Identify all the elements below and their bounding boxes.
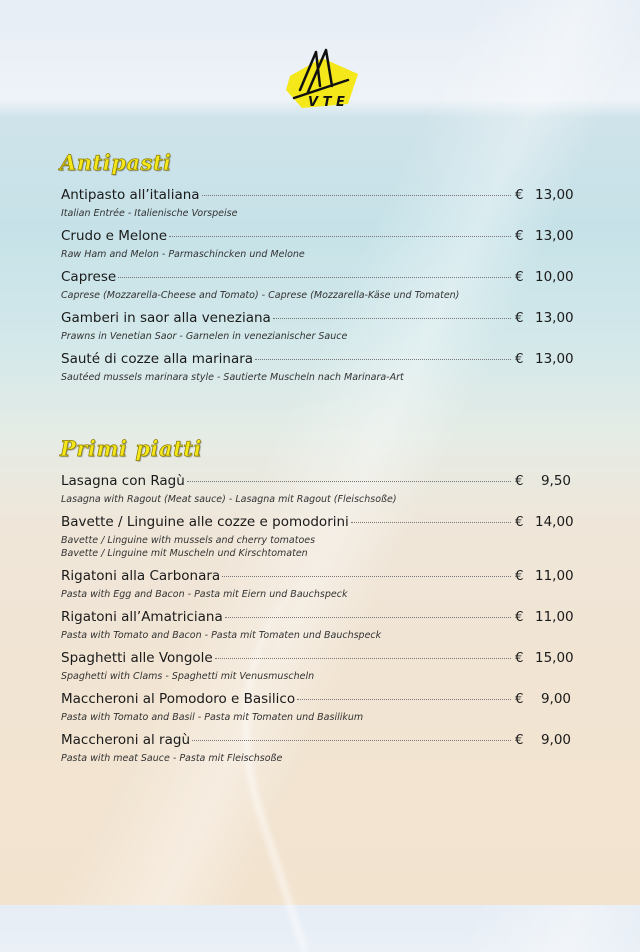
dish-name: Maccheroni al ragù xyxy=(61,732,191,748)
dish-price: 13,00 xyxy=(535,310,574,326)
menu-item-row xyxy=(61,650,574,670)
menu-item xyxy=(61,269,574,302)
dish-price: 13,00 xyxy=(535,228,574,244)
currency-symbol: € xyxy=(515,228,524,244)
dish-name: Crudo e Melone xyxy=(61,228,168,244)
dish-price: 13,00 xyxy=(535,351,574,367)
dot-leader xyxy=(187,481,511,482)
menu-item-row xyxy=(61,228,574,248)
currency-symbol: € xyxy=(515,473,524,489)
menu-item-row xyxy=(61,187,574,207)
section-title-antipasti: Antipasti xyxy=(60,150,172,175)
dish-price: 10,00 xyxy=(535,269,574,285)
dish-price: 14,00 xyxy=(535,514,574,530)
menu-item xyxy=(61,473,571,506)
dot-leader xyxy=(255,359,511,360)
section-title-primi-piatti: Primi piatti xyxy=(60,436,202,461)
currency-symbol: € xyxy=(515,691,524,707)
dish-name: Sauté di cozze alla marinara xyxy=(61,351,254,367)
menu-item-row xyxy=(61,568,574,588)
dish-name: Caprese xyxy=(61,269,117,285)
dish-description: Pasta with Egg and Bacon - Pasta mit Eiern und Bauchspeck xyxy=(61,589,348,600)
menu-item xyxy=(61,691,571,724)
dish-name: Gamberi in saor alla veneziana xyxy=(61,310,271,326)
dish-name: Bavette / Linguine alle cozze e pomodorini xyxy=(61,514,349,530)
menu-item xyxy=(61,228,574,261)
menu-item-row xyxy=(61,691,571,711)
currency-symbol: € xyxy=(515,351,524,367)
dish-name: Spaghetti alle Vongole xyxy=(61,650,213,666)
currency-symbol: € xyxy=(515,269,524,285)
dish-price: 9,00 xyxy=(540,691,571,707)
restaurant-logo xyxy=(282,46,362,112)
currency-symbol: € xyxy=(515,568,524,584)
dish-description: Raw Ham and Melon - Parmaschincken und Melone xyxy=(61,249,305,260)
dish-price: 9,50 xyxy=(540,473,571,489)
menu-item xyxy=(61,650,574,683)
dish-price: 11,00 xyxy=(535,609,574,625)
dish-description: Sautéed mussels marinara style - Sautierte Muscheln nach Marinara-Art xyxy=(61,372,404,383)
menu-item xyxy=(61,187,574,220)
dot-leader xyxy=(297,699,511,700)
dish-price: 11,00 xyxy=(535,568,574,584)
dish-name: Antipasto all’italiana xyxy=(61,187,200,203)
menu-item xyxy=(61,351,574,384)
menu-item xyxy=(61,568,574,601)
dot-leader xyxy=(215,658,511,659)
currency-symbol: € xyxy=(515,609,524,625)
dish-price: 9,00 xyxy=(540,732,571,748)
dot-leader xyxy=(225,617,511,618)
dish-description: Italian Entrée - Italienische Vorspeise xyxy=(61,208,238,219)
dish-description: Bavette / Linguine with mussels and cherry tomatoes xyxy=(61,535,316,546)
dot-leader xyxy=(192,740,511,741)
menu-item-row xyxy=(61,269,574,289)
menu-item-row xyxy=(61,514,574,534)
menu-item xyxy=(61,609,574,642)
dish-name: Rigatoni alla Carbonara xyxy=(61,568,221,584)
dot-leader xyxy=(202,195,511,196)
menu-item-row xyxy=(61,351,574,371)
menu-item-row xyxy=(61,473,571,493)
dish-description: Prawns in Venetian Saor - Garnelen in venezianischer Sauce xyxy=(61,331,348,342)
dot-leader xyxy=(118,277,511,278)
antipasti-list xyxy=(61,187,574,392)
svg-text:V T E: V T E xyxy=(308,95,345,110)
dish-price: 13,00 xyxy=(535,187,574,203)
primi-piatti-list xyxy=(61,473,574,773)
dish-description: Pasta with meat Sauce - Pasta mit Fleischsoße xyxy=(61,753,283,764)
dish-name: Maccheroni al Pomodoro e Basilico xyxy=(61,691,296,707)
dish-price: 15,00 xyxy=(535,650,574,666)
currency-symbol: € xyxy=(515,187,524,203)
dot-leader xyxy=(273,318,511,319)
currency-symbol: € xyxy=(515,732,524,748)
currency-symbol: € xyxy=(515,650,524,666)
currency-symbol: € xyxy=(515,514,524,530)
menu-item-row xyxy=(61,310,574,330)
dish-description: Caprese (Mozzarella-Cheese and Tomato) - Caprese (Mozzarella-Käse und Tomaten) xyxy=(61,290,460,301)
menu-item-row xyxy=(61,732,571,752)
dot-leader xyxy=(351,522,511,523)
menu-item xyxy=(61,732,571,765)
dot-leader xyxy=(222,576,511,577)
dish-description: Lasagna with Ragout (Meat sauce) - Lasagna mit Ragout (Fleischsoße) xyxy=(61,494,397,505)
dish-description: Spaghetti with Clams - Spaghetti mit Venusmuscheln xyxy=(61,671,315,682)
dish-name: Lasagna con Ragù xyxy=(61,473,185,489)
dot-leader xyxy=(169,236,511,237)
currency-symbol: € xyxy=(515,310,524,326)
dish-description: Bavette / Linguine mit Muscheln und Kirschtomaten xyxy=(61,548,308,559)
menu-item-row xyxy=(61,609,574,629)
dish-description: Pasta with Tomato and Bacon - Pasta mit Tomaten und Bauchspeck xyxy=(61,630,382,641)
dish-name: Rigatoni all’Amatriciana xyxy=(61,609,223,625)
menu-item xyxy=(61,310,574,343)
dish-description: Pasta with Tomato and Basil - Pasta mit Tomaten und Basilikum xyxy=(61,712,364,723)
menu-item xyxy=(61,514,574,560)
